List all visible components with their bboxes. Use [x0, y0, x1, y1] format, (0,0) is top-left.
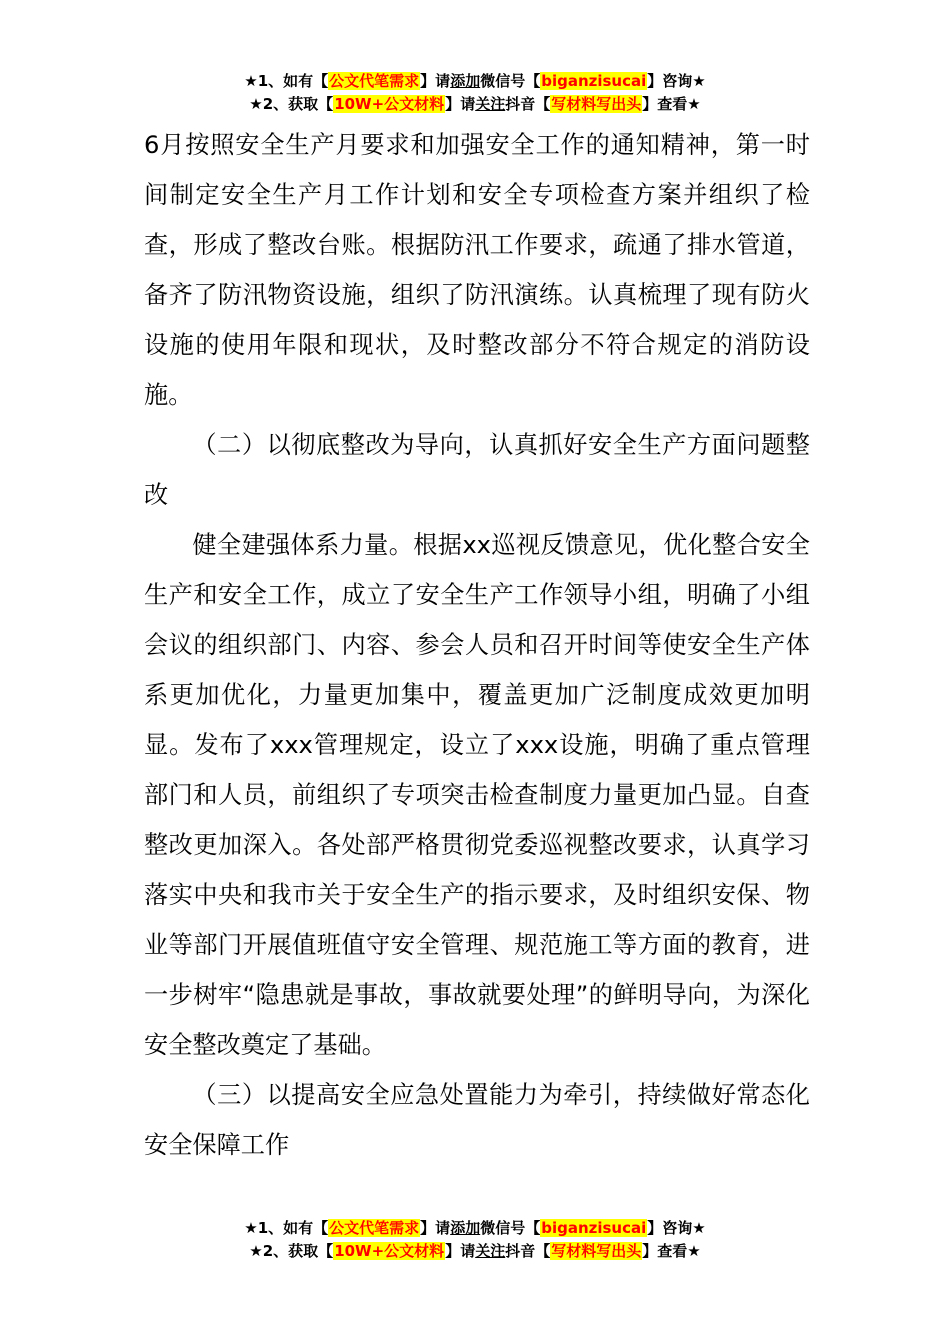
footer-banner	[0, 1217, 950, 1263]
banner-underlined: 添加	[450, 1219, 481, 1237]
banner-line-1	[0, 1217, 950, 1240]
banner-highlight: 公文代笔需求	[329, 72, 420, 90]
banner-underlined: 添加	[450, 72, 481, 90]
banner-text: 】请	[420, 72, 451, 90]
banner-underlined: 关注	[475, 95, 506, 113]
banner-line-2	[0, 93, 950, 116]
banner-highlight: 写材料写出头	[551, 95, 642, 113]
banner-line-2	[0, 1240, 950, 1263]
header-banner	[0, 70, 950, 116]
banner-highlight: 10W+公文材料	[334, 95, 445, 113]
banner-highlight: biganzisucai	[541, 72, 647, 90]
banner-text: 】请	[445, 1242, 476, 1260]
banner-text: 】查看★	[642, 1242, 701, 1260]
banner-text: ★1、如有【	[244, 1219, 329, 1237]
banner-text: ★2、获取【	[249, 1242, 334, 1260]
paragraph: 健全建强体系力量。根据xx巡视反馈意见，优化整合安全生产和安全工作，成立了安全生产工作领导小组，明确了小组会议的组织部门、内容、参会人员和召开时间等使安全生产体系更加优化，力量更加集中，覆盖更加广泛制度成效更加明显。发布了xxx管理规定，设立了xxx设施，明确了重点管理部门和人员，前组织了专项突击检查制度力量更加凸显。自查整改更加深入。各处部严格贯彻党委巡视整改要求，认真学习落实中央和我市关于安全生产的指示要求，及时组织安保、物业等部门开展值班值守安全管理、规范施工等方面的教育，进一步树牢“隐患就是事故，事故就要处理”的鲜明导向，为深化安全整改奠定了基础。	[144, 531, 810, 1059]
banner-highlight: 写材料写出头	[551, 1242, 642, 1260]
banner-text: 】咨询★	[647, 1219, 706, 1237]
document-body	[144, 120, 810, 1170]
banner-highlight: 公文代笔需求	[329, 1219, 420, 1237]
banner-text: 】请	[420, 1219, 451, 1237]
section-heading-2: （二）以彻底整改为导向，认真抓好安全生产方面问题整改	[144, 431, 810, 509]
banner-line-1	[0, 70, 950, 93]
banner-text: 抖音【	[505, 1242, 551, 1260]
paragraph-continued: 6月按照安全生产月要求和加强安全工作的通知精神，第一时间制定安全生产月工作计划和安全专项检查方案并组织了检查，形成了整改台账。根据防汛工作要求，疏通了排水管道，备齐了防汛物资设施，组织了防汛演练。认真梳理了现有防火设施的使用年限和现状，及时整改部分不符合规定的消防设施。	[144, 131, 810, 409]
section-heading-3: （三）以提高安全应急处置能力为牵引，持续做好常态化安全保障工作	[144, 1081, 810, 1159]
banner-text: ★1、如有【	[244, 72, 329, 90]
banner-highlight: biganzisucai	[541, 1219, 647, 1237]
banner-text: 抖音【	[505, 95, 551, 113]
banner-underlined: 关注	[475, 1242, 506, 1260]
banner-highlight: 10W+公文材料	[334, 1242, 445, 1260]
banner-text: 】咨询★	[647, 72, 706, 90]
banner-text: 】请	[445, 95, 476, 113]
banner-text: 微信号【	[480, 1219, 541, 1237]
banner-text: 】查看★	[642, 95, 701, 113]
banner-text: 微信号【	[480, 72, 541, 90]
banner-text: ★2、获取【	[249, 95, 334, 113]
